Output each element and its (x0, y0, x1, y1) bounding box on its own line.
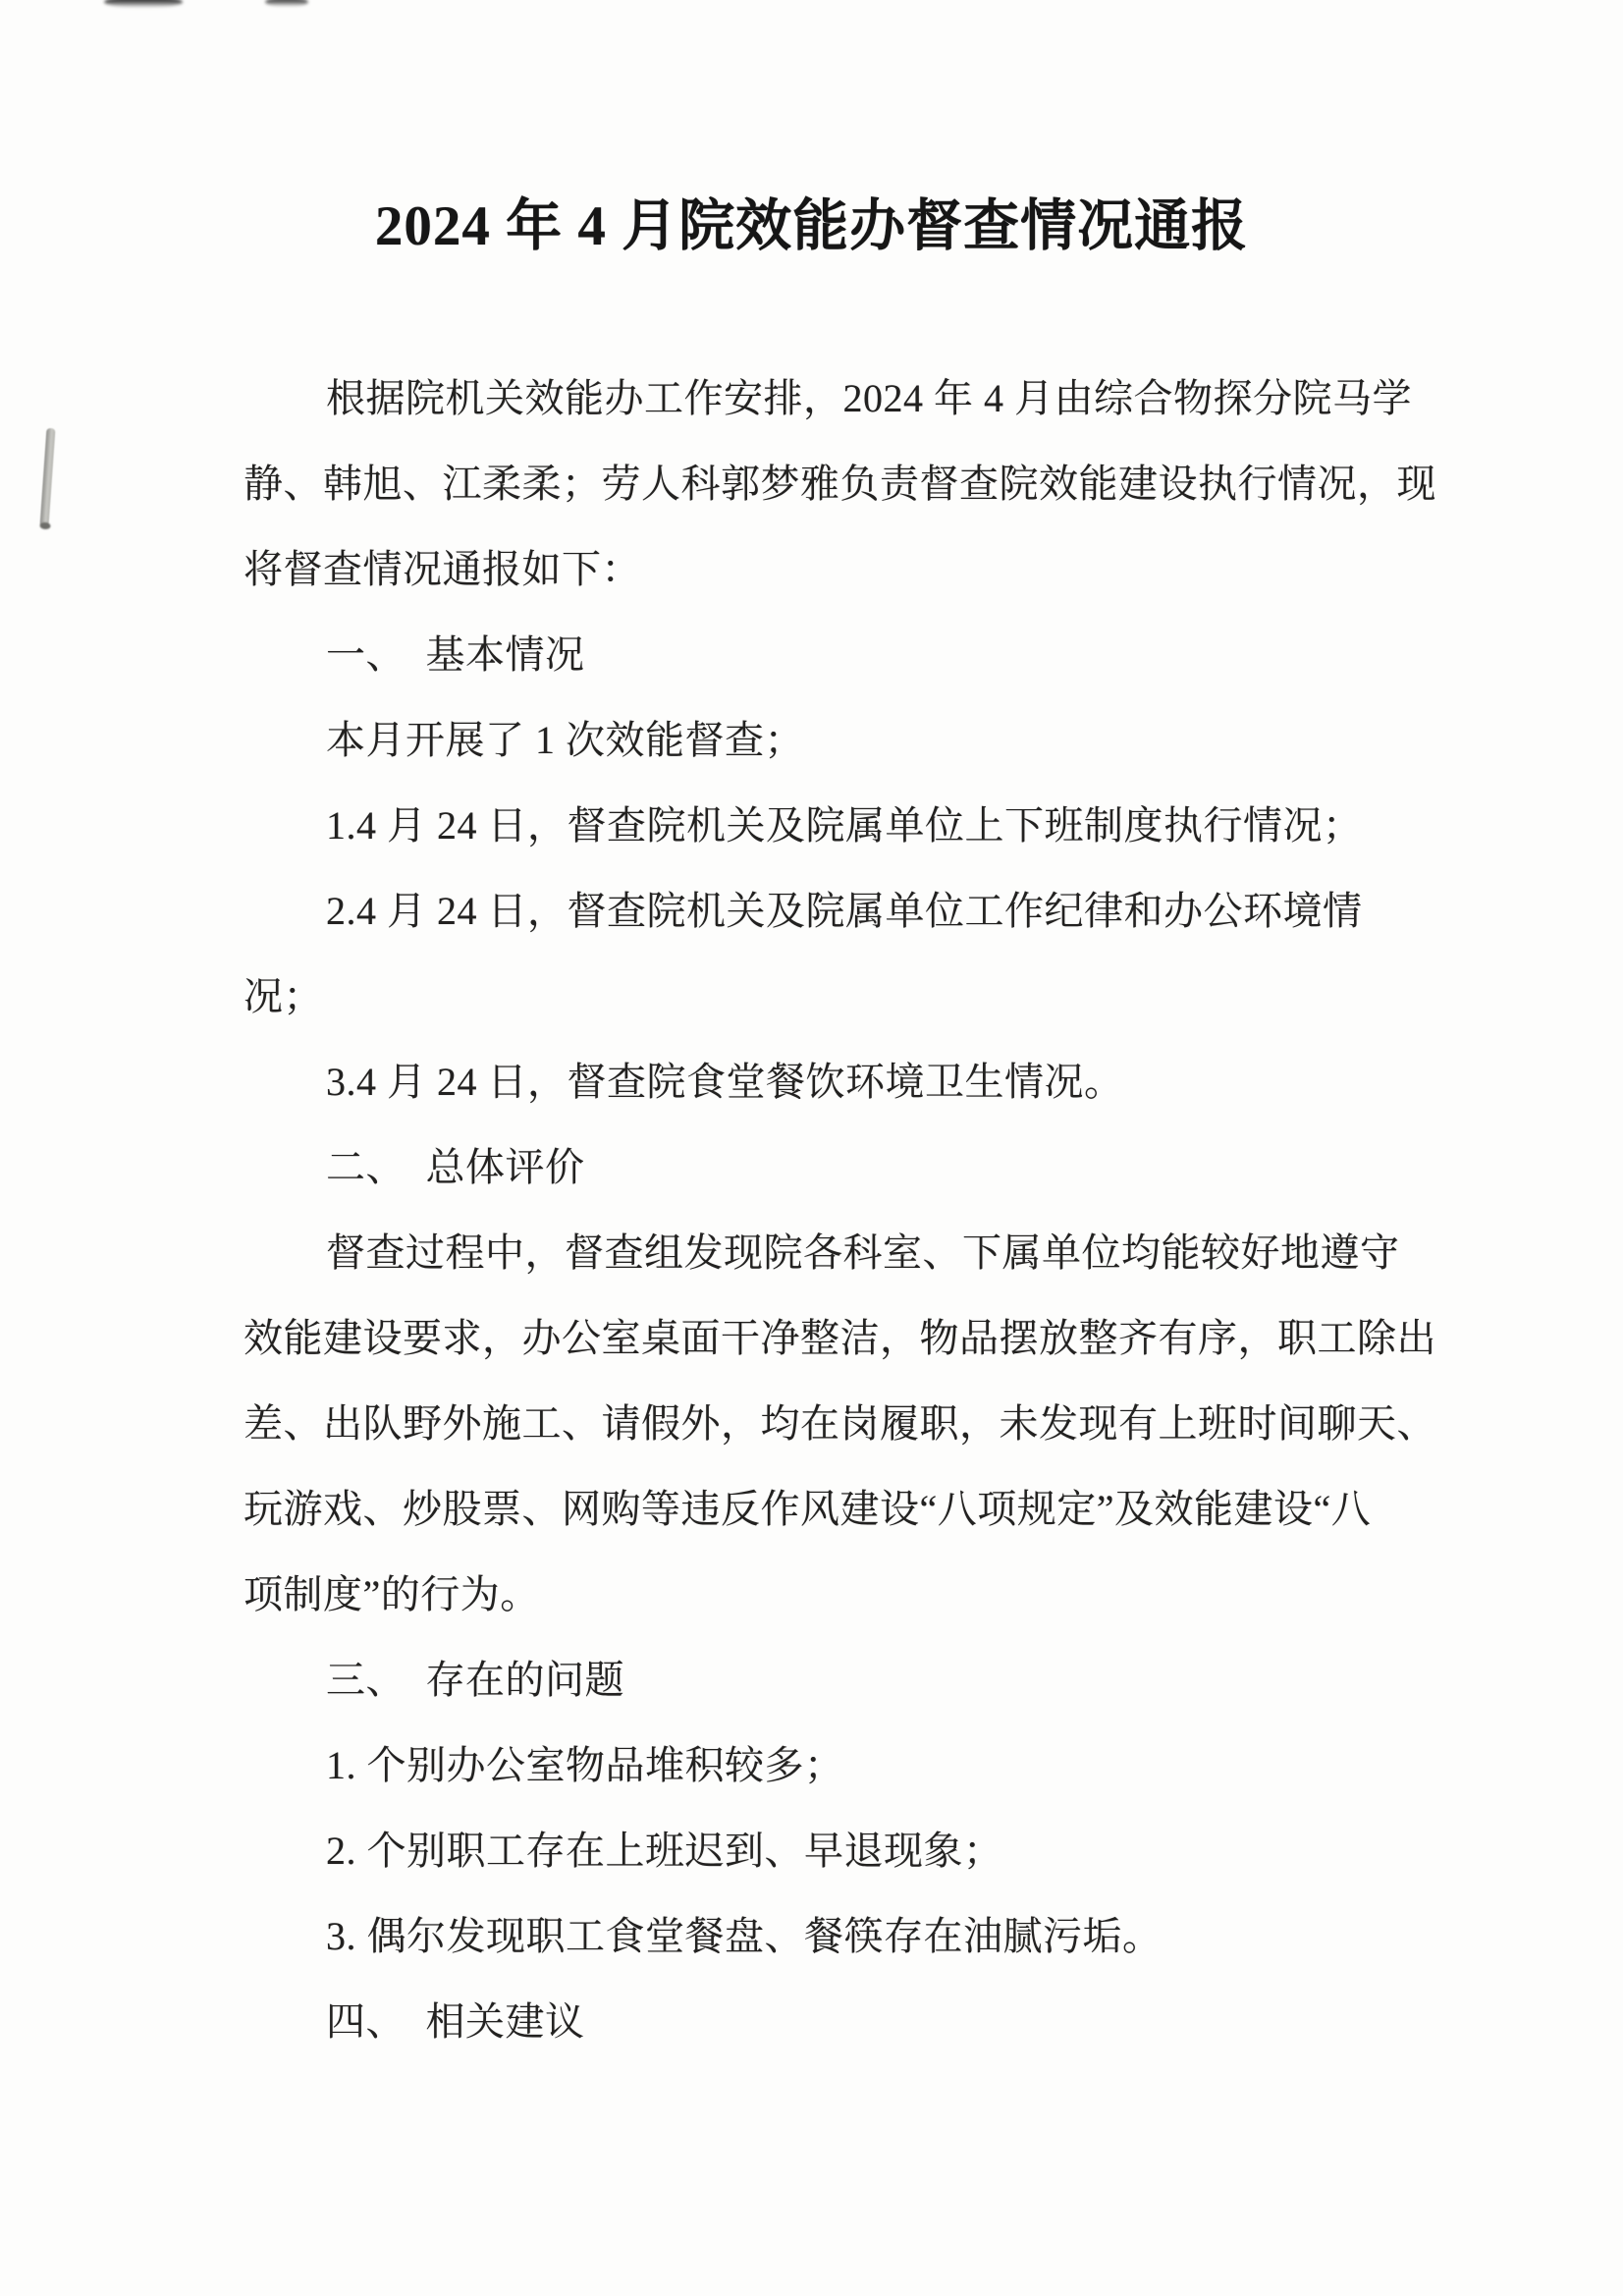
scan-smudge-top-left (104, 0, 183, 8)
body-line-14: 玩游戏、炒股票、网购等违反作风建设“八项规定”及效能建设“八 (243, 1487, 1372, 1531)
body-line-19: 3. 偶尔发现职工食堂餐盘、餐筷存在油腻污垢。 (326, 1914, 1163, 1958)
body-line-17: 1. 个别办公室物品堆积较多； (326, 1743, 844, 1787)
document-body (243, 355, 1481, 2064)
body-line-6: 1.4 月 24 日，督查院机关及院属单位上下班制度执行情况； (326, 803, 1363, 847)
body-line-1: 根据院机关效能办工作安排，2024 年 4 月由综合物探分院马学 (326, 376, 1412, 420)
scan-scratch-left-margin (40, 428, 56, 526)
section-heading-2: 二、 总体评价 (326, 1145, 585, 1189)
scan-smudge-top-right (265, 0, 308, 7)
body-line-11: 督查过程中，督查组发现院各科室、下属单位均能较好地遵守 (326, 1230, 1400, 1275)
body-line-9: 3.4 月 24 日，督查院食堂餐饮环境卫生情况。 (326, 1060, 1124, 1104)
body-line-2: 静、韩旭、江柔柔；劳人科郭梦雅负责督查院效能建设执行情况，现 (243, 462, 1436, 506)
body-line-7: 2.4 月 24 日，督查院机关及院属单位工作纪律和办公环境情 (326, 889, 1363, 933)
body-line-13: 差、出队野外施工、请假外，均在岗履职，未发现有上班时间聊天、 (243, 1401, 1436, 1446)
body-line-3: 将督查情况通报如下： (243, 547, 641, 591)
section-heading-4: 四、 相关建议 (326, 1999, 585, 2044)
body-line-8: 况； (243, 974, 323, 1018)
section-heading-3: 三、 存在的问题 (326, 1658, 624, 1702)
body-line-15: 项制度”的行为。 (243, 1572, 540, 1616)
body-line-12: 效能建设要求，办公室桌面干净整洁，物品摆放整齐有序，职工除出 (243, 1316, 1436, 1360)
body-line-5: 本月开展了 1 次效能督查； (326, 718, 804, 762)
body-line-18: 2. 个别职工存在上班迟到、早退现象； (326, 1829, 1003, 1873)
document-title: 2024 年 4 月院效能办督查情况通报 (374, 195, 1249, 257)
section-heading-1: 一、 基本情况 (326, 632, 585, 677)
